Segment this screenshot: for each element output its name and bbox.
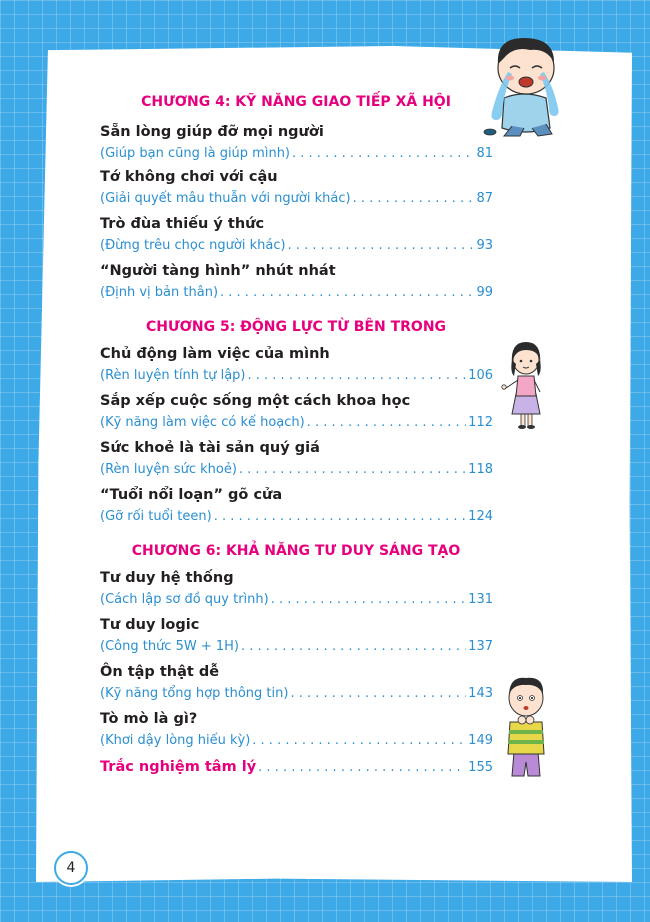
thinking-boy-illustration bbox=[498, 672, 554, 780]
entry-title: Tư duy logic bbox=[100, 617, 200, 633]
entry-subtitle: (Khơi dậy lòng hiếu kỳ) bbox=[100, 733, 251, 748]
dot-leader bbox=[292, 143, 474, 165]
entry-page-number: 124 bbox=[468, 509, 493, 524]
entry-subtitle: (Đừng trêu chọc người khác) bbox=[100, 238, 286, 253]
toc-entry[interactable] bbox=[100, 661, 493, 705]
dot-leader bbox=[353, 188, 475, 210]
dot-leader bbox=[252, 730, 466, 752]
dot-leader bbox=[248, 365, 467, 387]
chapter-5-heading: CHƯƠNG 5: ĐỘNG LỰC TỪ BÊN TRONG bbox=[145, 319, 447, 335]
entry-subtitle: (Rèn luyện tính tự lập) bbox=[100, 368, 246, 383]
entry-page-number: 99 bbox=[476, 285, 493, 300]
entry-subtitle: (Cách lập sơ đồ quy trình) bbox=[100, 592, 269, 607]
entry-subtitle: (Kỹ năng làm việc có kế hoạch) bbox=[100, 415, 305, 430]
entry-subtitle: (Rèn luyện sức khoẻ) bbox=[100, 462, 237, 477]
entry-title: Sức khoẻ là tài sản quý giá bbox=[100, 440, 320, 456]
entry-page-number: 143 bbox=[468, 686, 493, 701]
dot-leader bbox=[290, 683, 466, 705]
entry-page-number: 93 bbox=[476, 238, 493, 253]
dot-leader bbox=[288, 235, 475, 257]
toc-entry[interactable] bbox=[100, 166, 493, 210]
entry-subtitle: (Công thức 5W + 1H) bbox=[100, 639, 239, 654]
toc-entry[interactable] bbox=[100, 121, 493, 165]
entry-title: Sắp xếp cuộc sống một cách khoa học bbox=[100, 393, 411, 409]
girl-illustration bbox=[500, 336, 552, 432]
entry-title: Tư duy hệ thống bbox=[100, 570, 234, 586]
toc-entry[interactable] bbox=[100, 213, 493, 257]
dot-leader bbox=[239, 459, 466, 481]
toc-entry[interactable] bbox=[100, 708, 493, 752]
entry-subtitle: (Giải quyết mâu thuẫn với người khác) bbox=[100, 191, 351, 206]
entry-page-number: 137 bbox=[468, 639, 493, 654]
entry-title: Sẵn lòng giúp đỡ mọi người bbox=[100, 124, 324, 140]
dot-leader bbox=[271, 589, 466, 611]
chapter-4-heading: CHƯƠNG 4: KỸ NĂNG GIAO TIẾP XÃ HỘI bbox=[141, 94, 451, 110]
toc-entry[interactable] bbox=[100, 260, 493, 304]
entry-title: Ôn tập thật dễ bbox=[100, 664, 220, 680]
entry-page-number: 131 bbox=[468, 592, 493, 607]
entry-title: Trò đùa thiếu ý thức bbox=[100, 216, 265, 232]
entry-page-number: 81 bbox=[476, 146, 493, 161]
toc-entry[interactable] bbox=[100, 484, 493, 528]
entry-page-number: 87 bbox=[476, 191, 493, 206]
toc-entry[interactable] bbox=[100, 567, 493, 611]
dot-leader bbox=[220, 282, 474, 304]
entry-subtitle: (Kỹ năng tổng hợp thông tin) bbox=[100, 686, 289, 701]
entry-page-number: 106 bbox=[468, 368, 493, 383]
entry-subtitle: (Gỡ rối tuổi teen) bbox=[100, 509, 212, 524]
entry-page-number: 118 bbox=[468, 462, 493, 477]
entry-title: Chủ động làm việc của mình bbox=[100, 346, 330, 362]
entry-title: Tớ không chơi với cậu bbox=[100, 169, 278, 185]
dot-leader bbox=[258, 757, 466, 779]
toc-entry[interactable] bbox=[100, 390, 493, 434]
toc-entry[interactable] bbox=[100, 437, 493, 481]
entry-title: Tò mò là gì? bbox=[100, 711, 198, 727]
crying-boy-illustration bbox=[474, 28, 578, 140]
toc-entry[interactable] bbox=[100, 614, 493, 658]
toc-entry-quiz[interactable] bbox=[100, 756, 493, 778]
entry-title: Trắc nghiệm tâm lý bbox=[100, 759, 257, 775]
entry-page-number: 155 bbox=[468, 760, 493, 775]
entry-page-number: 112 bbox=[468, 415, 493, 430]
chapter-6-heading: CHƯƠNG 6: KHẢ NĂNG TƯ DUY SÁNG TẠO bbox=[131, 543, 461, 559]
entry-subtitle: (Định vị bản thân) bbox=[100, 285, 219, 300]
dot-leader bbox=[307, 412, 466, 434]
dot-leader bbox=[214, 506, 466, 528]
toc-entry[interactable] bbox=[100, 343, 493, 387]
dot-leader bbox=[241, 636, 466, 658]
entry-subtitle: (Giúp bạn cũng là giúp mình) bbox=[100, 146, 291, 161]
entry-title: “Người tàng hình” nhút nhát bbox=[100, 263, 336, 279]
entry-page-number: 149 bbox=[468, 733, 493, 748]
page-number-badge: 4 bbox=[54, 851, 88, 885]
entry-title: “Tuổi nổi loạn” gõ cửa bbox=[100, 487, 283, 503]
